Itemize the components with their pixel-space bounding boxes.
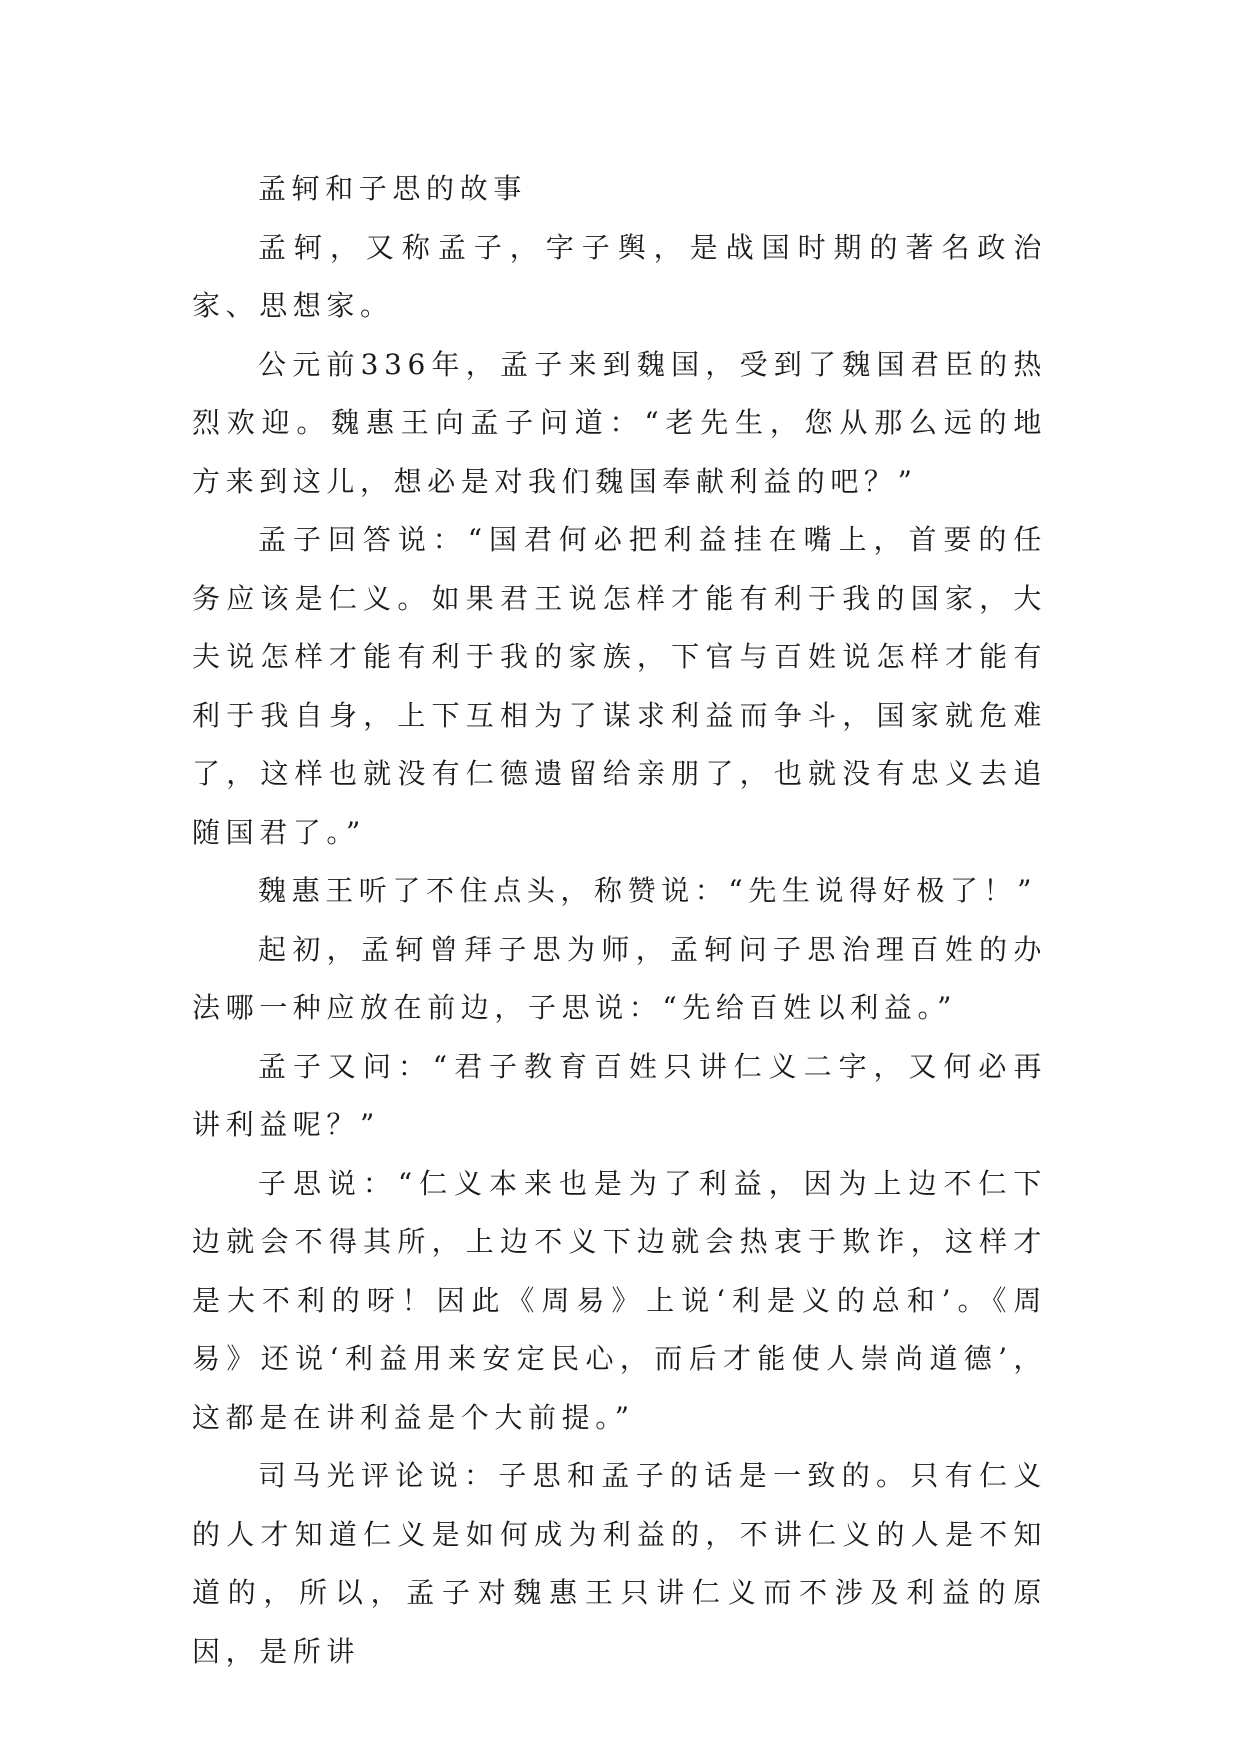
paragraph-8: 司马光评论说：子思和孟子的话是一致的。只有仁义的人才知道仁义是如何成为利益的，不讲仁义的人是不知道的，所以，孟子对魏惠王只讲仁义而不涉及利益的原因，是所讲 — [192, 1459, 1047, 1668]
paragraph-7: 子思说：“仁义本来也是为了利益，因为上边不仁下边就会不得其所，上边不义下边就会热衷于欺诈，这样才是大不利的呀！因此《周易》上说‘利是义的总和’。《周易》还说‘利益用来安定民心，而后才能使人崇尚道德’，这都是在讲利益是个大前提。” — [192, 1166, 1047, 1434]
paragraph-5: 起初，孟轲曾拜子思为师，孟轲问子思治理百姓的办法哪一种应放在前边，子思说：“先给百姓以利益。” — [192, 932, 1047, 1024]
document-body — [192, 160, 1047, 1681]
paragraph-1: 孟轲，又称孟子，字子舆，是战国时期的著名政治家、思想家。 — [192, 230, 1047, 322]
document-title: 孟轲和子思的故事 — [258, 172, 527, 205]
paragraph-2: 公元前336年，孟子来到魏国，受到了魏国君臣的热烈欢迎。魏惠王向孟子问道：“老先生，您从那么远的地方来到这儿，想必是对我们魏国奉献利益的吧？” — [192, 347, 1047, 498]
paragraph-3: 孟子回答说：“国君何必把利益挂在嘴上，首要的任务应该是仁义。如果君王说怎样才能有利于我的国家，大夫说怎样才能有利于我的家族，下官与百姓说怎样才能有利于我自身，上下互相为了谋求利益而争斗，国家就危难了，这样也就没有仁德遗留给亲朋了，也就没有忠义去追随国君了。” — [192, 523, 1047, 849]
paragraph-6: 孟子又问：“君子教育百姓只讲仁义二字，又何必再讲利益呢？” — [192, 1049, 1047, 1141]
paragraph-4: 魏惠王听了不住点头，称赞说：“先生说得好极了！” — [258, 874, 1038, 907]
